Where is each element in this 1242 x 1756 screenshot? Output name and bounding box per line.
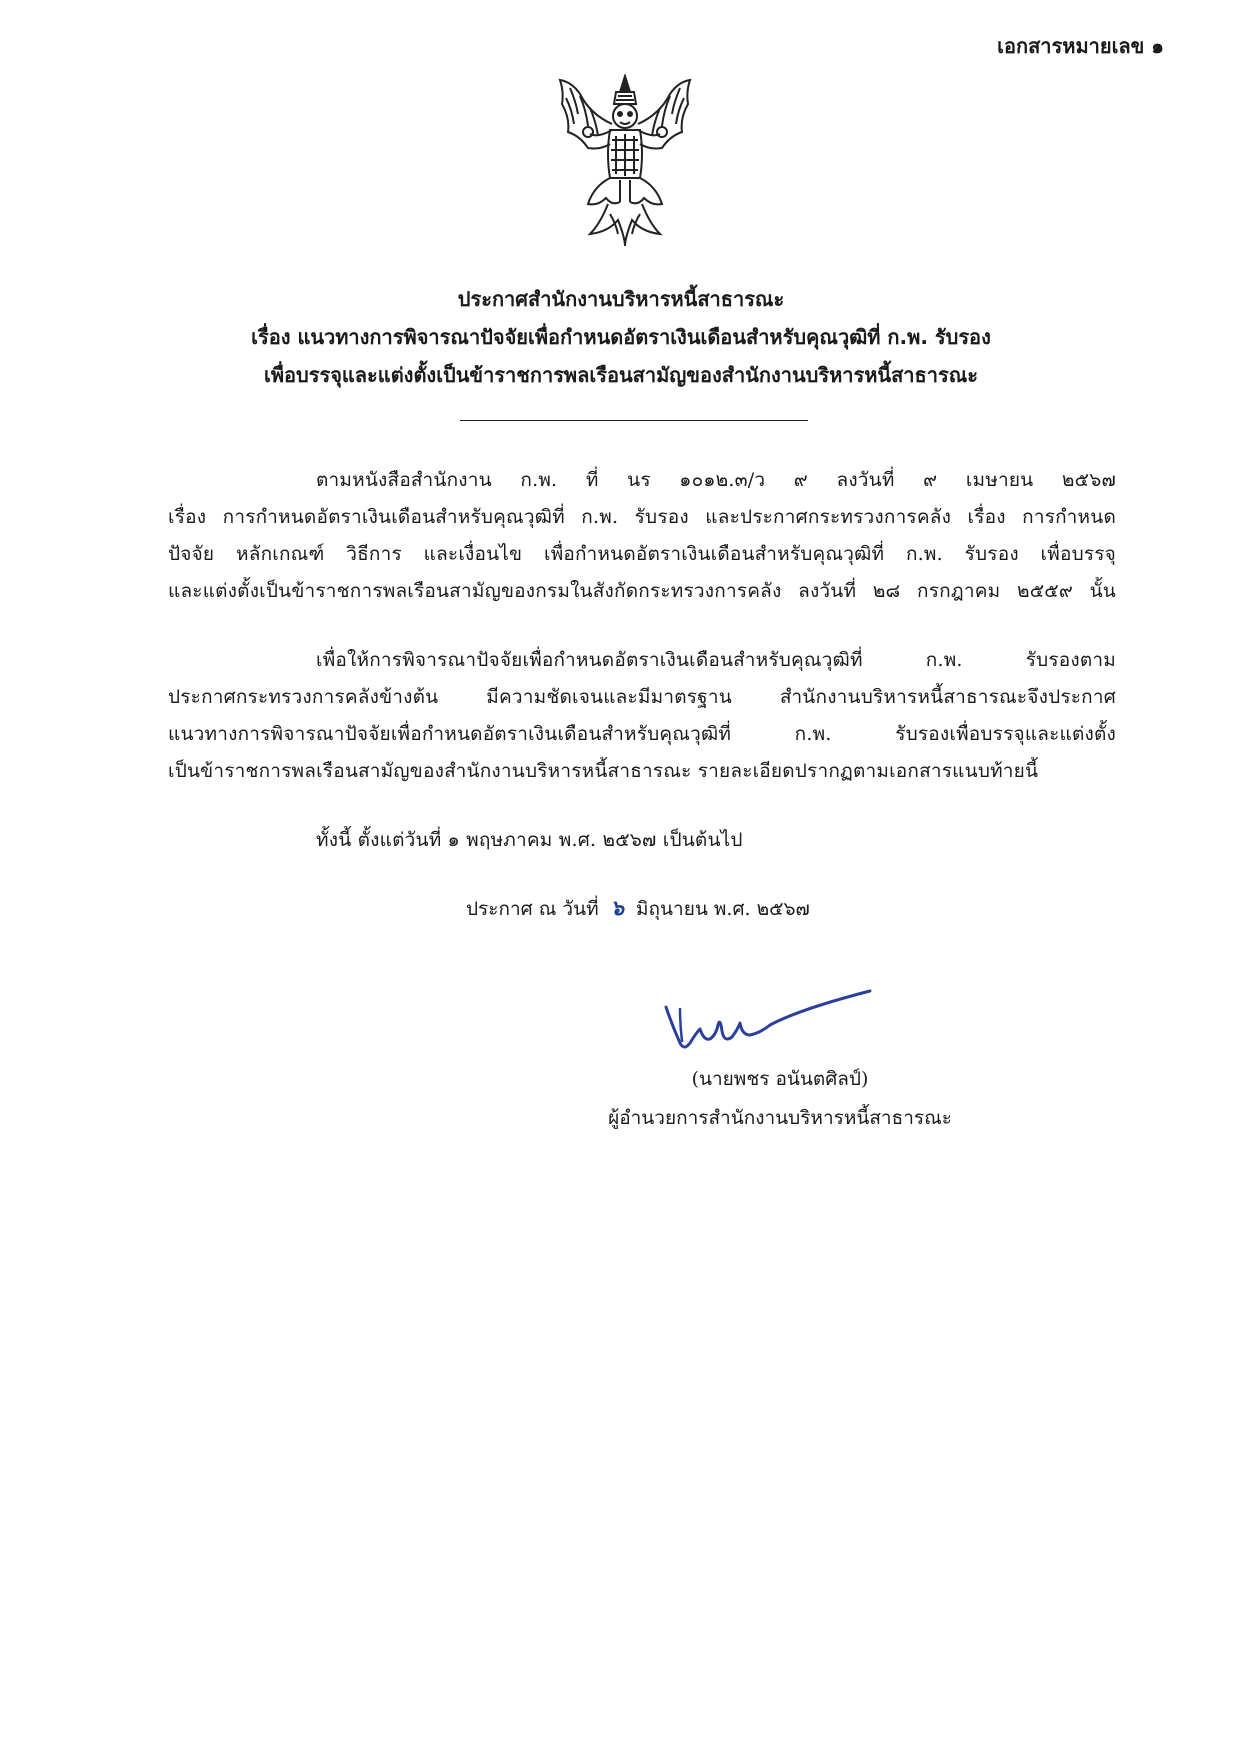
- title-divider: [460, 420, 808, 421]
- paragraph-line: ปัจจัย หลักเกณฑ์ วิธีการ และเงื่อนไข เพื่อกำหนดอัตราเงินเดือนสำหรับคุณวุฒิที่ ก.พ. รับรอง เพื่อบรรจุ: [168, 543, 1116, 565]
- announcement-title: [0, 280, 1242, 394]
- paragraph-reference: [168, 462, 1116, 610]
- title-line-1: ประกาศสำนักงานบริหารหนี้สาธารณะ: [457, 287, 785, 311]
- paragraph-line: เพื่อให้การพิจารณาปัจจัยเพื่อกำหนดอัตราเงินเดือนสำหรับคุณวุฒิที่ ก.พ. รับรองตาม: [316, 649, 1116, 671]
- paragraph-purpose: [168, 642, 1116, 790]
- paragraph-line: เรื่อง การกำหนดอัตราเงินเดือนสำหรับคุณวุฒิที่ ก.พ. รับรอง และประกาศกระทรวงการคลัง เรื่อง การกำหนด: [168, 506, 1116, 528]
- title-line-2: เรื่อง แนวทางการพิจารณาปัจจัยเพื่อกำหนดอัตราเงินเดือนสำหรับคุณวุฒิที่ ก.พ. รับรอง: [251, 325, 991, 349]
- paragraph-line: ประกาศกระทรวงการคลังข้างต้น มีความชัดเจนและมีมาตรฐาน สำนักงานบริหารหนี้สาธารณะจึงประกาศ: [168, 686, 1116, 708]
- document-number: เอกสารหมายเลข ๑: [997, 34, 1164, 58]
- date-prefix: ประกาศ ณ วันที่: [466, 898, 599, 920]
- date-suffix: มิถุนายน พ.ศ. ๒๕๖๗: [636, 898, 810, 920]
- garuda-emblem-icon: [550, 74, 700, 250]
- effective-date-paragraph: [316, 822, 1242, 859]
- effective-date-line: ทั้งนี้ ตั้งแต่วันที่ ๑ พฤษภาคม พ.ศ. ๒๕๖๗ เป็นต้นไป: [316, 829, 743, 851]
- handwritten-signature-icon: [660, 985, 880, 1055]
- announcement-date: [466, 892, 810, 925]
- title-line-3: เพื่อบรรจุและแต่งตั้งเป็นข้าราชการพลเรือนสามัญของสำนักงานบริหารหนี้สาธารณะ: [263, 363, 978, 387]
- paragraph-line: แนวทางการพิจารณาปัจจัยเพื่อกำหนดอัตราเงินเดือนสำหรับคุณวุฒิที่ ก.พ. รับรองเพื่อบรรจุและแต่งตั้ง: [168, 723, 1116, 745]
- paragraph-line: เป็นข้าราชการพลเรือนสามัญของสำนักงานบริหารหนี้สาธารณะ รายละเอียดปรากฏตามเอกสารแนบท้ายนี้: [168, 760, 1039, 782]
- paragraph-line: ตามหนังสือสำนักงาน ก.พ. ที่ นร ๑๐๑๒.๓/ว ๙ ลงวันที่ ๙ เมษายน ๒๕๖๗: [316, 469, 1116, 491]
- date-day-handwritten: ๖: [610, 895, 624, 920]
- signer-position: ผู้อำนวยการสำนักงานบริหารหนี้สาธารณะ: [608, 1107, 952, 1129]
- paragraph-line: และแต่งตั้งเป็นข้าราชการพลเรือนสามัญของกรมในสังกัดกระทรวงการคลัง ลงวันที่ ๒๘ กรกฎาคม ๒๕๕๙ นั้น: [168, 580, 1116, 602]
- signer-name: (นายพชร อนันตศิลป์): [691, 1068, 869, 1090]
